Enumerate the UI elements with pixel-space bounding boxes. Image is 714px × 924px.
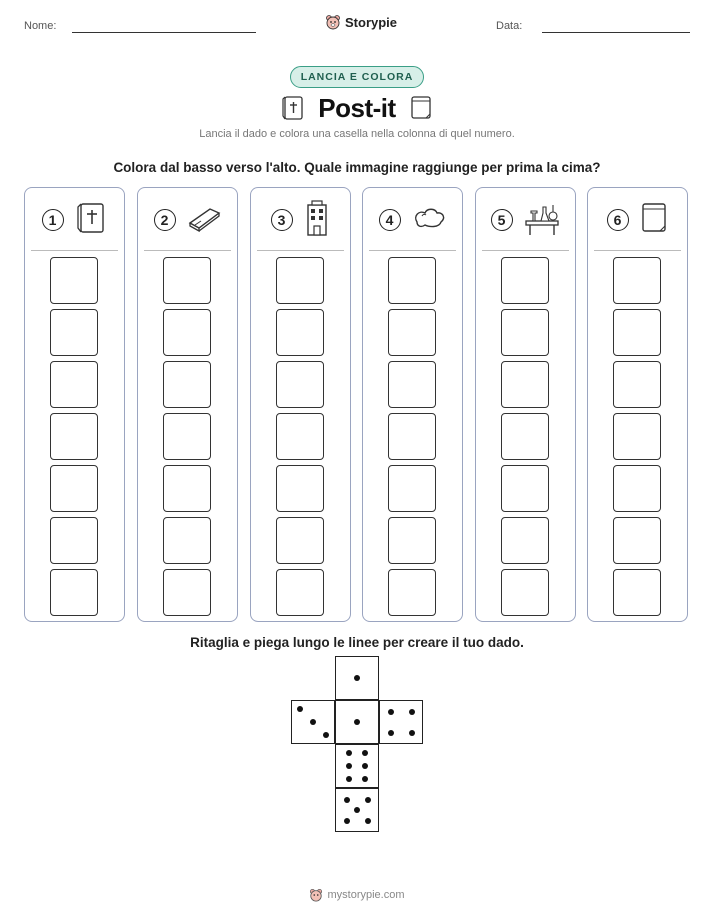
color-cell[interactable] [276,465,324,512]
die-pip [409,709,415,715]
color-cell[interactable] [276,257,324,304]
die-pip [388,730,394,736]
column-3 [250,187,351,622]
color-cell[interactable] [276,517,324,564]
bible-icon [74,200,108,241]
date-field-line[interactable] [542,32,690,33]
dice-instruction: Ritaglia e piega lungo le linee per creare il tuo dado. [190,635,524,650]
color-cell[interactable] [163,361,211,408]
color-cell[interactable] [388,517,436,564]
color-cell[interactable] [613,569,661,616]
die-pip [346,750,352,756]
color-cell[interactable] [388,569,436,616]
die-pip [409,730,415,736]
color-cell[interactable] [388,309,436,356]
color-cell[interactable] [501,465,549,512]
color-cell[interactable] [50,413,98,460]
eraser-icon [186,203,222,238]
color-cell[interactable] [50,517,98,564]
name-field-line[interactable] [72,32,256,33]
sticky-note-icon [639,201,669,240]
color-cell[interactable] [50,361,98,408]
color-cell[interactable] [613,465,661,512]
color-cell[interactable] [613,361,661,408]
die-pip [297,706,303,712]
building-icon [303,199,331,242]
color-cell[interactable] [163,413,211,460]
die-pip [365,818,371,824]
column-number: 3 [271,209,293,231]
subtitle: Lancia il dado e colora una casella nella colonna di quel numero. [199,128,515,140]
color-cell[interactable] [501,569,549,616]
color-cell[interactable] [388,413,436,460]
column-header [476,198,575,242]
color-cell[interactable] [276,309,324,356]
column-number: 1 [42,209,64,231]
brand-name: Storypie [345,14,398,30]
color-cell[interactable] [276,413,324,460]
color-cell[interactable] [163,517,211,564]
column-header [251,198,350,242]
column-divider [369,250,456,251]
color-cell[interactable] [613,517,661,564]
column-divider [257,250,344,251]
column-5 [475,187,576,622]
puddle-icon [411,204,447,237]
column-4 [362,187,463,622]
brand-logo [325,14,397,30]
lab-table-icon [523,199,561,242]
footer-url: mystorypie.com [327,889,405,901]
color-cell[interactable] [501,413,549,460]
column-header [138,198,237,242]
column-number: 6 [607,209,629,231]
bear-mascot-icon [309,888,323,902]
column-header [25,198,124,242]
column-1 [24,187,125,622]
color-cell[interactable] [276,569,324,616]
color-cell[interactable] [163,465,211,512]
color-cell[interactable] [501,309,549,356]
column-divider [144,250,231,251]
column-header [363,198,462,242]
die-pip [323,732,329,738]
color-cell[interactable] [163,309,211,356]
die-pip [346,776,352,782]
die-face-3 [291,700,335,744]
die-face-5 [335,788,379,832]
column-divider [594,250,681,251]
page-title: Post-it [318,92,396,123]
column-number: 2 [154,209,176,231]
column-6 [587,187,688,622]
die-pip [354,719,360,725]
name-label: Nome: [24,20,57,32]
die-pip [362,776,368,782]
column-2 [137,187,238,622]
color-cell[interactable] [50,309,98,356]
color-cell[interactable] [163,569,211,616]
column-divider [482,250,569,251]
color-cell[interactable] [388,465,436,512]
die-pip [344,818,350,824]
die-pip [362,763,368,769]
color-cell[interactable] [388,257,436,304]
color-cell[interactable] [50,257,98,304]
die-pip [344,797,350,803]
color-cell[interactable] [613,257,661,304]
die-face-1 [335,700,379,744]
color-cell[interactable] [613,309,661,356]
sticky-note-icon [408,94,434,122]
die-face-1 [335,656,379,700]
color-cell[interactable] [50,569,98,616]
die-pip [362,750,368,756]
die-pip [310,719,316,725]
footer [309,888,404,902]
bible-icon [280,94,306,122]
die-pip [354,675,360,681]
die-pip [388,709,394,715]
column-number: 4 [379,209,401,231]
color-cell[interactable] [163,257,211,304]
bear-mascot-icon [325,14,341,30]
date-label: Data: [496,20,523,32]
column-header [588,198,687,242]
die-pip [346,763,352,769]
die-pip [365,797,371,803]
column-number: 5 [491,209,513,231]
die-pip [354,807,360,813]
color-cell[interactable] [501,257,549,304]
color-cell[interactable] [613,413,661,460]
die-face-6 [335,744,379,788]
die-face-4 [379,700,423,744]
color-cell[interactable] [276,361,324,408]
activity-badge: LANCIA E COLORA [290,66,425,88]
color-cell[interactable] [501,517,549,564]
instruction: Colora dal basso verso l'alto. Quale immagine raggiunge per prima la cima? [113,160,601,175]
color-cell[interactable] [388,361,436,408]
color-cell[interactable] [501,361,549,408]
column-divider [31,250,118,251]
color-cell[interactable] [50,465,98,512]
